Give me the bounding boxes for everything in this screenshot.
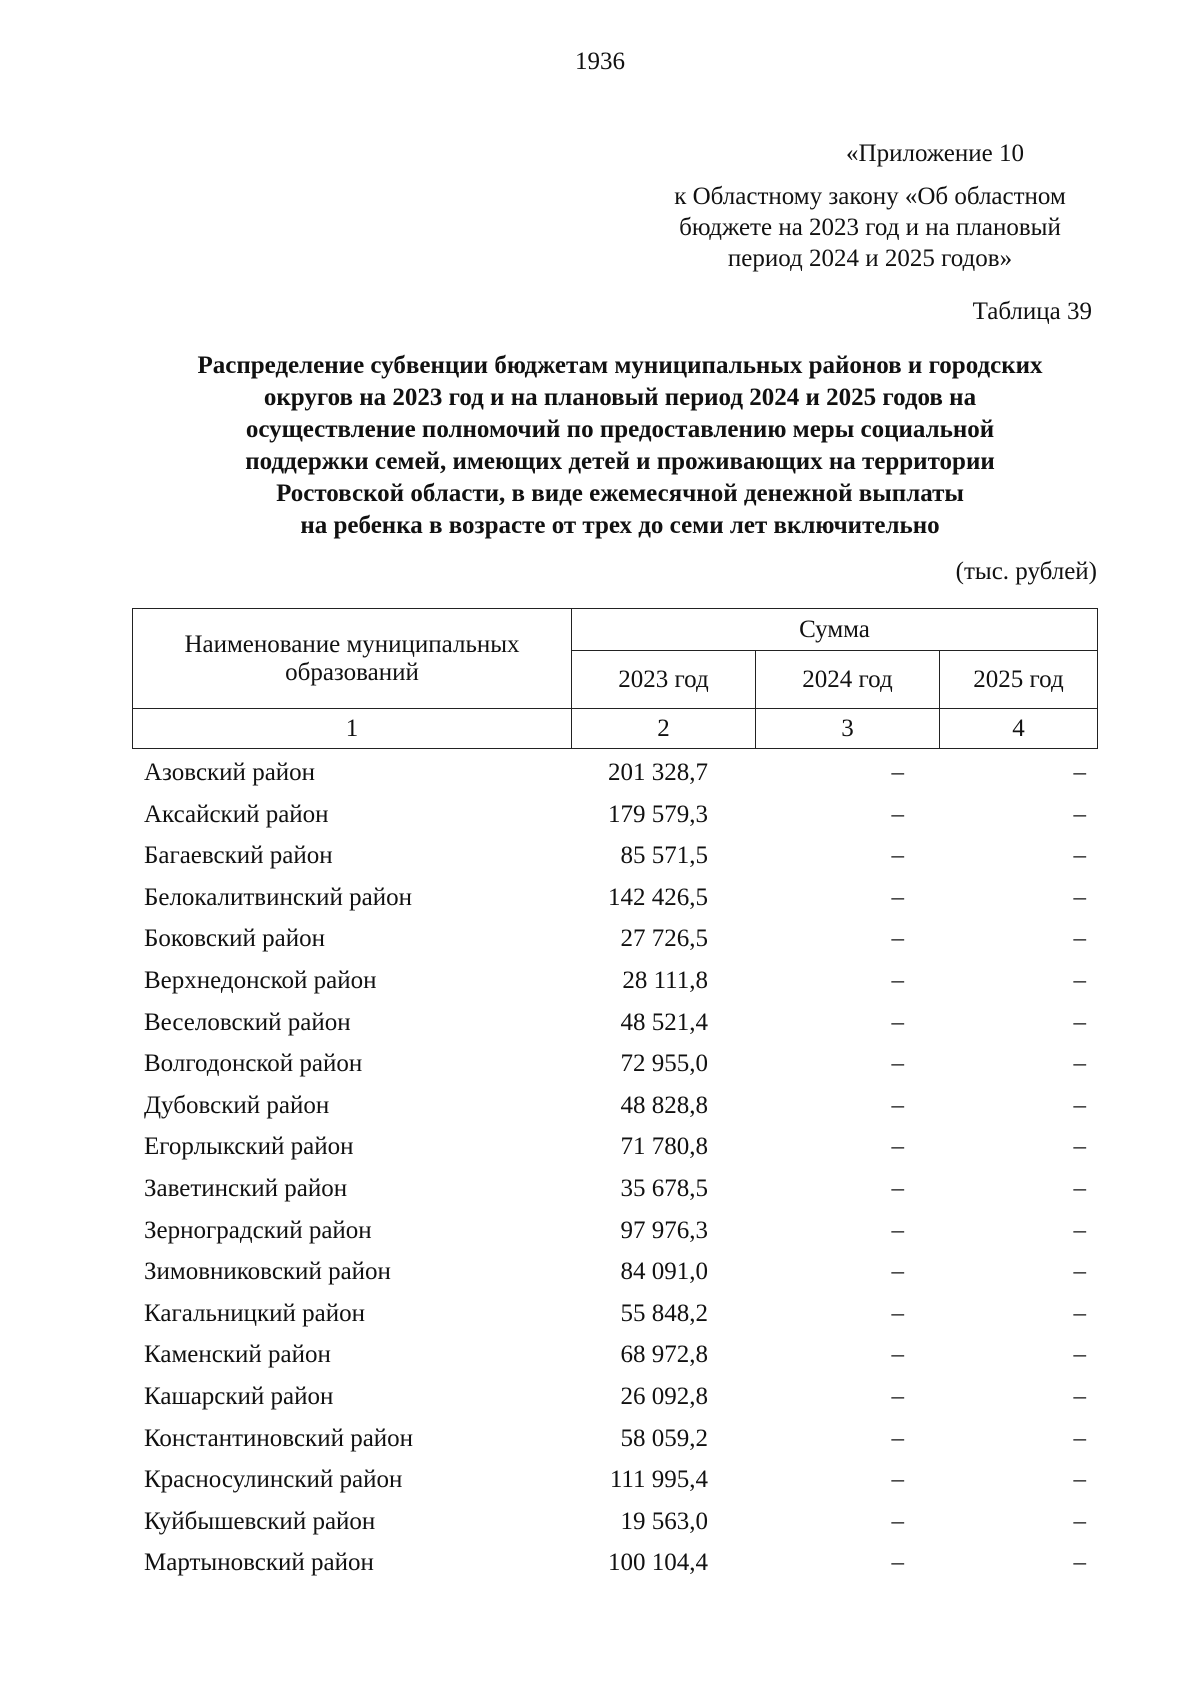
table-row [132, 1293, 1098, 1335]
row-value-2023: 48 828,8 [620, 1091, 708, 1119]
annex-line-2: к Областному закону «Об областном [674, 183, 1066, 210]
row-name: Зимовниковский район [144, 1258, 391, 1286]
title-line-1: Распределение субвенции бюджетам муниципальных районов и городских [197, 352, 1043, 379]
header-year-2023: 2023 год [572, 651, 756, 709]
row-value-2024: – [891, 1050, 904, 1078]
row-value-2023: 72 955,0 [620, 1050, 708, 1078]
row-value-2025: – [1073, 966, 1086, 994]
row-value-2025: – [1073, 1341, 1086, 1369]
row-value-2025: – [1073, 1549, 1086, 1577]
row-value-2024: – [891, 1382, 904, 1410]
row-value-2023: 28 111,8 [622, 966, 708, 994]
table-row [132, 835, 1098, 877]
row-value-2024: – [891, 925, 904, 953]
row-value-2023: 84 091,0 [620, 1258, 708, 1286]
row-name: Аксайский район [144, 800, 329, 828]
row-name: Белокалитвинский район [144, 883, 412, 911]
row-value-2025: – [1073, 1050, 1086, 1078]
table-row [132, 918, 1098, 960]
page-number: 1936 [575, 48, 625, 75]
title-line-2: округов на 2023 год и на плановый период 2024 и 2025 годов на [263, 384, 977, 411]
table-row [132, 794, 1098, 836]
title-line-5: Ростовской области, в виде ежемесячной денежной выплаты [276, 480, 964, 507]
row-name: Багаевский район [144, 842, 333, 870]
units-label: (тыс. рублей) [955, 558, 1097, 585]
header-col-number-3: 3 [756, 709, 940, 749]
row-value-2024: – [891, 1258, 904, 1286]
header-col-number-2: 2 [572, 709, 756, 749]
row-value-2025: – [1073, 925, 1086, 953]
row-name: Волгодонской район [144, 1050, 363, 1078]
table-row [132, 1126, 1098, 1168]
row-name: Кашарский район [144, 1382, 334, 1410]
row-value-2023: 48 521,4 [620, 1008, 708, 1036]
row-name: Азовский район [144, 759, 316, 786]
row-name: Каменский район [144, 1341, 331, 1369]
row-name: Веселовский район [144, 1008, 351, 1036]
row-value-2025: – [1073, 1466, 1086, 1494]
row-value-2023: 201 328,7 [608, 759, 708, 786]
annex-heading [640, 138, 1100, 274]
row-value-2024: – [891, 966, 904, 994]
header-year-2024: 2024 год [756, 651, 940, 709]
table-header [132, 608, 1098, 749]
row-name: Дубовский район [144, 1091, 330, 1119]
row-value-2025: – [1073, 759, 1086, 786]
annex-line-1: «Приложение 10 [846, 140, 1024, 167]
table-row [132, 1168, 1098, 1210]
row-value-2024: – [891, 1133, 904, 1161]
header-year-2025: 2025 год [940, 651, 1098, 709]
title-line-3: осуществление полномочий по предоставлению меры социальной [245, 416, 995, 443]
table-row [132, 1459, 1098, 1501]
row-value-2024: – [891, 1466, 904, 1494]
row-name: Егорлыкский район [144, 1133, 354, 1161]
row-name: Куйбышевский район [144, 1507, 376, 1535]
row-value-2024: – [891, 1341, 904, 1369]
row-value-2024: – [891, 1216, 904, 1244]
row-value-2025: – [1073, 1258, 1086, 1286]
row-value-2025: – [1073, 1299, 1086, 1327]
row-value-2024: – [891, 1008, 904, 1036]
title-line-4: поддержки семей, имеющих детей и проживающих на территории [245, 448, 995, 475]
row-value-2023: 85 571,5 [620, 842, 708, 870]
row-value-2023: 142 426,5 [608, 883, 708, 911]
row-value-2023: 58 059,2 [620, 1424, 708, 1452]
row-value-2024: – [891, 1424, 904, 1452]
header-col-number-1: 1 [133, 709, 572, 749]
table-row [132, 1251, 1098, 1293]
row-value-2024: – [891, 800, 904, 828]
row-value-2023: 26 092,8 [620, 1382, 708, 1410]
row-value-2024: – [891, 1174, 904, 1202]
row-name: Константиновский район [144, 1424, 414, 1452]
row-name: Боковский район [144, 925, 325, 953]
row-value-2024: – [891, 842, 904, 870]
annex-line-4: период 2024 и 2025 годов» [727, 245, 1013, 272]
table-body [132, 752, 1098, 1584]
header-sum-column: Сумма [572, 609, 1098, 651]
row-value-2024: – [891, 759, 904, 786]
row-value-2023: 55 848,2 [620, 1299, 708, 1327]
row-value-2023: 19 563,0 [620, 1507, 708, 1535]
table-row [132, 960, 1098, 1002]
table-row [132, 1210, 1098, 1252]
row-value-2024: – [891, 1507, 904, 1535]
table-title [140, 350, 1100, 542]
table-row [132, 877, 1098, 919]
row-value-2023: 97 976,3 [620, 1216, 708, 1244]
row-value-2023: 179 579,3 [608, 800, 708, 828]
row-value-2025: – [1073, 1382, 1086, 1410]
table-row [132, 1334, 1098, 1376]
row-value-2023: 35 678,5 [620, 1174, 708, 1202]
row-value-2023: 71 780,8 [620, 1133, 708, 1161]
row-value-2025: – [1073, 842, 1086, 870]
table-row [132, 1542, 1098, 1584]
row-value-2025: – [1073, 1091, 1086, 1119]
header-col-number-4: 4 [940, 709, 1098, 749]
table-label: Таблица 39 [972, 298, 1092, 325]
row-value-2024: – [891, 1299, 904, 1327]
row-value-2025: – [1073, 800, 1086, 828]
row-name: Мартыновский район [144, 1549, 374, 1577]
row-value-2024: – [891, 1549, 904, 1577]
table-row [132, 1085, 1098, 1127]
table-row [132, 1376, 1098, 1418]
row-value-2025: – [1073, 1424, 1086, 1452]
row-name: Зерноградский район [144, 1216, 372, 1244]
row-name: Заветинский район [144, 1174, 348, 1202]
row-value-2023: 100 104,4 [608, 1549, 708, 1577]
annex-line-3: бюджете на 2023 год и на плановый [679, 214, 1061, 241]
row-value-2023: 111 995,4 [609, 1466, 708, 1494]
row-name: Кагальницкий район [144, 1299, 366, 1327]
row-value-2025: – [1073, 1174, 1086, 1202]
row-name: Красносулинский район [144, 1466, 403, 1494]
row-value-2025: – [1073, 1008, 1086, 1036]
row-name: Верхнедонской район [144, 966, 377, 994]
table-row [132, 752, 1098, 794]
row-value-2024: – [891, 1091, 904, 1119]
header-name-column: Наименование муниципальных образований [133, 609, 572, 709]
title-line-6: на ребенка в возрасте от трех до семи лет включительно [300, 512, 940, 539]
row-value-2023: 68 972,8 [620, 1341, 708, 1369]
row-value-2024: – [891, 883, 904, 911]
table-row [132, 1501, 1098, 1543]
row-value-2025: – [1073, 1507, 1086, 1535]
row-value-2025: – [1073, 883, 1086, 911]
row-value-2023: 27 726,5 [620, 925, 708, 953]
row-value-2025: – [1073, 1133, 1086, 1161]
table-row [132, 1002, 1098, 1044]
row-value-2025: – [1073, 1216, 1086, 1244]
table-row [132, 1418, 1098, 1460]
table-row [132, 1043, 1098, 1085]
